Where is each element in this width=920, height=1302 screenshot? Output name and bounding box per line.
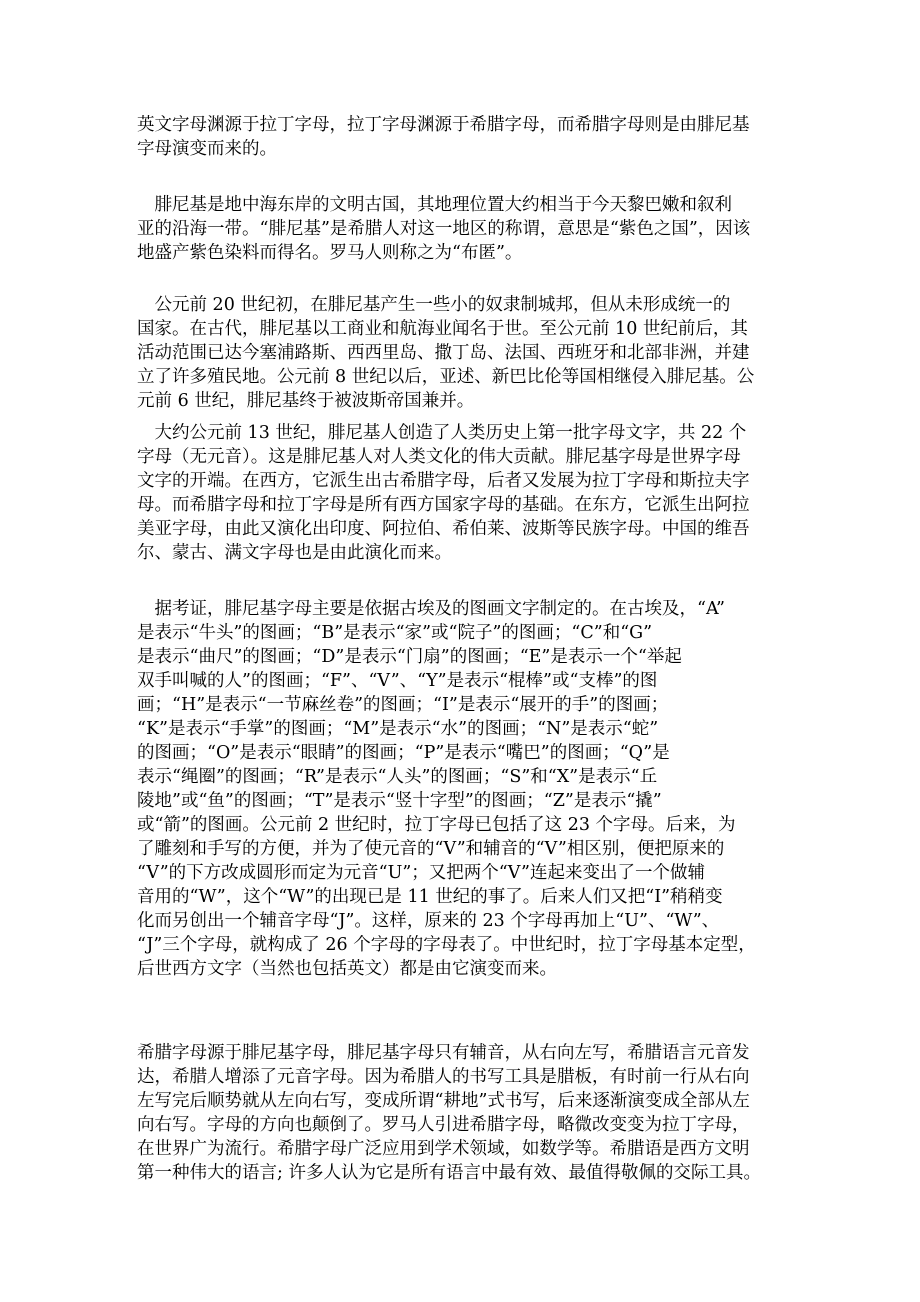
text-line: 字母（无元音）。这是腓尼基人对人类文化的伟大贡献。腓尼基字母是世界字母 <box>137 447 741 467</box>
text-line: “K”是表示“手掌”的图画；“M”是表示“水”的图画；“N”是表示“蛇” <box>137 719 659 739</box>
text-line: 后世西方文字（当然也包括英文）都是由它演变而来。 <box>137 959 557 979</box>
text-line: 化而另创出一个辅音字母“J”。这样，原来的 23 个字母再加上“U”、“W”、 <box>137 911 720 931</box>
text-line: 活动范围已达今塞浦路斯、西西里岛、撒丁岛、法国、西班牙和北部非洲，并建 <box>137 343 750 363</box>
text-line: 尔、蒙古、满文字母也是由此演化而来。 <box>137 543 452 563</box>
text-line: 元前 6 世纪，腓尼基终于被波斯帝国兼并。 <box>137 391 475 411</box>
text-line: 了雕刻和手写的方便，并为了使元音的“V”和辅音的“V”相区别，便把原来的 <box>137 839 725 859</box>
text-line: 达，希腊人增添了元音字母。因为希腊人的书写工具是腊板，有时前一行从右向 <box>137 1067 750 1087</box>
text-line: 向右写。字母的方向也颠倒了。罗马人引进希腊字母，略微改变变为拉丁字母， <box>137 1115 750 1135</box>
paragraph-alphabet-creation <box>137 421 787 565</box>
text-line: 地盛产紫色染料而得名。罗马人则称之为“布匿”。 <box>137 243 523 263</box>
paragraph-greek-alphabet <box>137 1041 787 1185</box>
text-line: 母。而希腊字母和拉丁字母是所有西方国家字母的基础。在东方，它派生出阿拉 <box>137 495 750 515</box>
text-line: 双手叫喊的人”的图画；“F”、“V”、“Y”是表示“棍棒”或“支棒”的图 <box>137 671 658 691</box>
paragraph-origin <box>137 113 787 161</box>
paragraph-history <box>137 293 787 413</box>
text-line: 公元前 20 世纪初，在腓尼基产生一些小的奴隶制城邦，但从未形成统一的 <box>137 295 731 315</box>
text-line: 在世界广为流行。希腊字母广泛应用到学术领域，如数学等。希腊语是西方文明 <box>137 1139 750 1159</box>
text-line: 英文字母渊源于拉丁字母，拉丁字母渊源于希腊字母，而希腊字母则是由腓尼基 <box>137 115 750 135</box>
text-line: “J”三个字母，就构成了 26 个字母的字母表了。中世纪时，拉丁字母基本定型， <box>137 935 756 955</box>
paragraph-egyptian-origins <box>137 597 787 981</box>
text-line: 是表示“曲尺”的图画；“D”是表示“门扇”的图画；“E”是表示一个“举起 <box>137 647 682 667</box>
text-line: 或“箭”的图画。公元前 2 世纪时，拉丁字母已包括了这 23 个字母。后来，为 <box>137 815 736 835</box>
text-line: 陵地”或“鱼”的图画；“T”是表示“竖十字型”的图画；“Z”是表示“撬” <box>137 791 662 811</box>
text-line: 国家。在古代，腓尼基以工商业和航海业闻名于世。至公元前 10 世纪前后，其 <box>137 319 748 339</box>
paragraph-phoenicia <box>137 193 787 265</box>
text-line: “V”的下方改成圆形而定为元音“U”；又把两个“V”连起来变出了一个做辅 <box>137 863 705 883</box>
text-line: 是表示“牛头”的图画；“B”是表示“家”或“院子”的图画；“C”和“G” <box>137 623 653 643</box>
text-line: 音用的“W”，这个“W”的出现已是 11 世纪的事了。后来人们又把“I”稍稍变 <box>137 887 723 907</box>
text-line: 腓尼基是地中海东岸的文明古国，其地理位置大约相当于今天黎巴嫩和叙利 <box>137 195 732 215</box>
text-line: 表示“绳圈”的图画；“R”是表示“人头”的图画；“S”和“X”是表示“丘 <box>137 767 658 787</box>
text-line: 第一种伟大的语言; 许多人认为它是所有语言中最有效、最值得敬佩的交际工具。 <box>137 1163 761 1183</box>
text-line: 的图画；“O”是表示“眼睛”的图画；“P”是表示“嘴巴”的图画；“Q”是 <box>137 743 670 763</box>
text-line: 文字的开端。在西方，它派生出古希腊字母，后者又发展为拉丁字母和斯拉夫字 <box>137 471 750 491</box>
text-line: 希腊字母源于腓尼基字母，腓尼基字母只有辅音，从右向左写，希腊语言元音发 <box>137 1043 750 1063</box>
text-line: 据考证，腓尼基字母主要是依据古埃及的图画文字制定的。在古埃及，“A” <box>137 599 725 619</box>
text-line: 立了许多殖民地。公元前 8 世纪以后，亚述、新巴比伦等国相继侵入腓尼基。公 <box>137 367 755 387</box>
text-line: 字母演变而来的。 <box>137 139 277 159</box>
text-line: 亚的沿海一带。“腓尼基”是希腊人对这一地区的称谓，意思是“紫色之国”，因该 <box>137 219 751 239</box>
text-line: 美亚字母，由此又演化出印度、阿拉伯、希伯莱、波斯等民族字母。中国的维吾 <box>137 519 750 539</box>
text-line: 画；“H”是表示“一节麻丝卷”的图画；“I”是表示“展开的手”的图画； <box>137 695 669 715</box>
text-line: 大约公元前 13 世纪，腓尼基人创造了人类历史上第一批字母文字，共 22 个 <box>137 423 747 443</box>
text-line: 左写完后顺势就从左向右写，变成所谓“耕地”式书写，后来逐渐演变成全部从左 <box>137 1091 750 1111</box>
